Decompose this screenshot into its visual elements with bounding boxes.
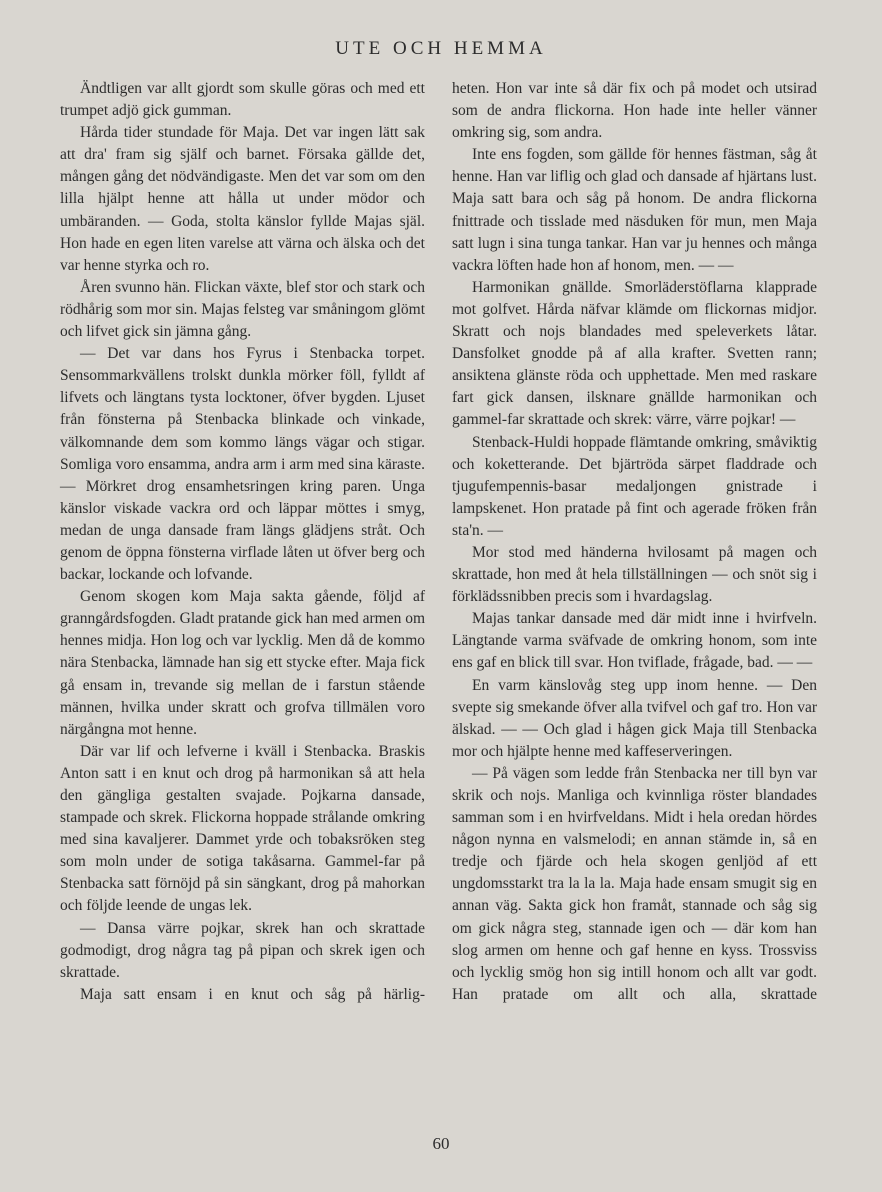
page-number: 60 xyxy=(432,1134,450,1153)
paragraph: heten. Hon var inte så där fix och på modet och utsirad som de andra flickorna. Hon hade inte heller vänner omkring sig, som andra. xyxy=(452,80,817,142)
paragraph: Ändtligen var allt gjordt som skulle göras och med ett trumpet adjö gick gumman. xyxy=(60,80,425,120)
left-column xyxy=(60,78,425,1006)
paragraph: Stenback-Huldi hoppade flämtande omkring, småviktig och koketterande. Det bjärtröda särpet fladdrade och tjugufempennis-basar medaljongen gnistrade i lampskenet. Hon pratade på fint och agerade fröken från sta'n. — xyxy=(452,433,817,539)
paragraph: Genom skogen kom Maja sakta gående, följd af granngårdsfogden. Gladt pratande gick han med armen om hennes midja. Hon log och var lycklig. Men då de kommo nära Stenbacka, lämnade han sig ett stycke efter. Maja fick gå ensam in, trevande sig mellan de i farstun stående männen, hvilka under skratt och grofva tillmälen voro närgångna mot henne. xyxy=(60,588,425,738)
paragraph: Inte ens fogden, som gällde för hennes fästman, såg åt henne. Han var liflig och glad och dansade af hjärtans lust. Maja satt bara och såg på honom. De andra flickorna fnittrade och tisslade med näsduken för mun, men Maja satt lugn i sina tunga tankar. Han var ju hennes och många vackra löften hade hon af honom, men. — — xyxy=(452,146,817,274)
paragraph: Mor stod med händerna hvilosamt på magen och skrattade, hon med åt hela tillställningen — och snöt sig i förklädssnibben precis som i hvardagslag. xyxy=(452,543,817,606)
paragraph: — Det var dans hos Fyrus i Stenbacka torpet. Sensommarkvällens trolskt dunkla mörker föll, fylldt af lifvets och längtans tysta locktoner, öfver bygden. Ljuset från fönsterna på Stenbacka blinkade och vinkade, välkomnande dem som kommo längs vägar och stigar. Somliga voro ensamma, andra arm i arm med sina käraste. — Mörkret drog ensamhetsringen kring paren. Unga känslor viskade vackra ord och läppar möttes i smyg, medan de unga dansade fram längs glädjens stråt. Och genom de öppna fönsterna virflade låten ut öfver berg och backar, lockande och lofvande. xyxy=(60,345,425,584)
paragraph: Maja satt ensam i en knut och såg på härlig- xyxy=(80,985,425,1003)
paragraph: Där var lif och lefverne i kväll i Stenbacka. Braskis Anton satt i en knut och drog på harmonikan så att hela den gängliga gestalten svajade. Pojkarna dansade, stampade och skrek. Flickorna hoppade strålande omkring med sina kavaljerer. Dammet yrde och tobaksröken steg som moln under de sotiga takåsarna. Gammel-far på Stenbacka satt förnöjd på sin sängkant, drog på mahorkan och följde leende de ungas lek. xyxy=(60,742,425,915)
paragraph: En varm känslovåg steg upp inom henne. — Den svepte sig smekande öfver alla tvifvel och gaf tro. Hon var älskad. — — Och glad i hågen gick Maja till Stenbacka mor och hjälpte henne med kaffeserveringen. xyxy=(452,676,817,760)
paragraph: Åren svunno hän. Flickan växte, blef stor och stark och rödhårig som mor sin. Majas felsteg var småningom glömt och lifvet gick sin jämna gång. xyxy=(60,278,425,341)
paragraph: Hårda tider stundade för Maja. Det var ingen lätt sak att dra' fram sig själf och barnet. Försaka gällde det, mången gång det nödvändigaste. Men det var som om den lilla hjälpt henne att hålla ut under mödor och umbäranden. — Goda, stolta känslor fyllde Majas själ. Hon hade en egen liten varelse att värna och älska och det var henne styrka och ro. xyxy=(60,124,425,274)
paragraph: — På vägen som ledde från Stenbacka ner till byn var skrik och nojs. Manliga och kvinnliga röster blandades samman som i en hvirfveldans. Midt i hela oredan hördes någon nynna en valsmelodi; en annan stämde in, så en tredje och fjärde och hela skogen genljöd af ett ungdomsstarkt tra la la la. Maja hade ensam smugit sig en annan väg. Sakta gick hon framåt, stannade och såg sig om gick några steg, stannade igen och — där kom han slog armen om henne och gaf henne en kyss. Trossviss och lycklig smög hon sig intill honom och allt var godt. Han pratade om allt och alla, skrattade xyxy=(452,764,817,1003)
paragraph: Harmonikan gnällde. Smorläderstöflarna klapprade mot golfvet. Hårda näfvar klämde om flickornas midjor. Skratt och nojs blandades med speleverkets låtar. Dansfolket gnodde på af alla krafter. Svetten rann; ansiktena glänste röda och upphettade. Men med raskare fart gick dansen, ilsknare gnällde harmonikan och gammel-far skrattade och skrek: värre, värre pojkar! — xyxy=(452,278,817,429)
right-column xyxy=(452,78,817,1006)
running-head: UTE OCH HEMMA xyxy=(335,38,547,59)
paragraph: — Dansa värre pojkar, skrek han och skrattade godmodigt, drog några tag på pipan och skrek igen och skrattade. xyxy=(60,919,425,981)
paragraph: Majas tankar dansade med där midt inne i hvirfveln. Längtande varma sväfvade de omkring honom, som inte ens gaf en blick till svar. Hon tviflade, frågade, bad. — — xyxy=(452,610,817,672)
